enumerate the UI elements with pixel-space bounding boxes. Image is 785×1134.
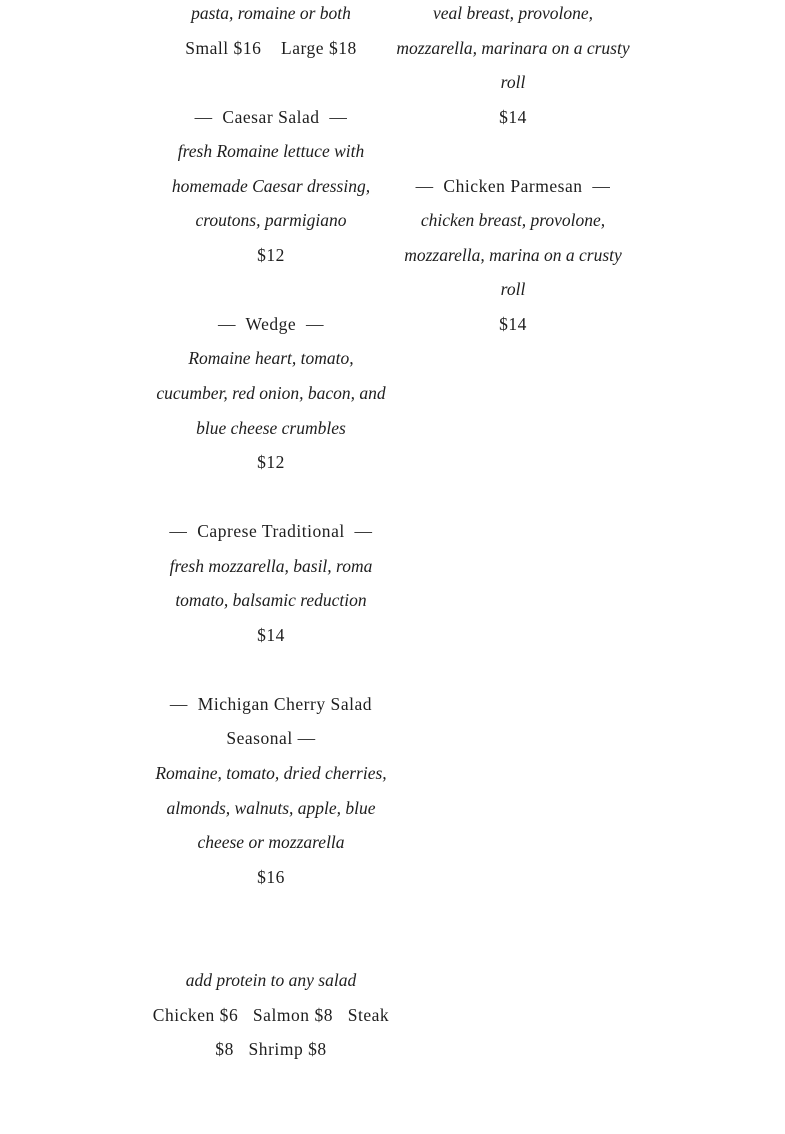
menu-line-description: fresh mozzarella, basil, roma — [169, 555, 373, 576]
menu-line-description: mozzarella, marina on a crusty — [404, 244, 622, 265]
menu-line-price: $14 — [257, 624, 285, 645]
menu-line-price: $12 — [257, 244, 285, 265]
menu-line-description: croutons, parmigiano — [195, 210, 347, 231]
menu-right-column — [392, 0, 634, 1067]
menu-line-price: $16 — [257, 866, 285, 887]
menu-line-description: add protein to any salad — [185, 970, 357, 991]
menu-line-item-name: — Caprese Traditional — — [169, 521, 373, 542]
menu-item-chicken-parmesan — [392, 169, 634, 342]
menu-line-price: $8 Shrimp $8 — [215, 1039, 327, 1060]
menu-line-item-name: — Chicken Parmesan — — [415, 175, 611, 196]
menu-line-description: mozzarella, marinara on a crusty — [396, 37, 630, 58]
menu-line-item-name: Seasonal — — [226, 728, 316, 749]
menu-item-caesar-salad — [150, 100, 392, 273]
spacer-line — [150, 272, 392, 307]
menu-line-price: Small $16 Large $18 — [185, 37, 357, 58]
menu-line-description: fresh Romaine lettuce with — [177, 141, 365, 162]
menu-line-description: roll — [500, 72, 526, 93]
spacer-line — [392, 134, 634, 169]
menu-line-description: Romaine heart, tomato, — [188, 348, 354, 369]
menu-item-add-protein-note — [150, 963, 392, 1067]
menu-line-description: pasta, romaine or both — [191, 3, 351, 23]
menu-line-price: $14 — [499, 106, 527, 127]
menu-line-description: cucumber, red onion, bacon, and — [156, 383, 386, 404]
menu-line-item-name: — Caesar Salad — — [194, 106, 348, 127]
menu-line-description: roll — [500, 279, 526, 300]
spacer-line — [150, 894, 392, 929]
menu-line-description: tomato, balsamic reduction — [175, 590, 367, 611]
menu-line-price: Chicken $6 Salmon $8 Steak — [152, 1004, 390, 1025]
spacer-line — [150, 652, 392, 687]
menu-line-item-name: — Wedge — — [217, 313, 325, 334]
spacer-line — [150, 65, 392, 100]
menu-line-description: almonds, walnuts, apple, blue — [166, 797, 376, 818]
spacer-line — [150, 480, 392, 515]
menu-line-description: Romaine, tomato, dried cherries, — [155, 763, 387, 784]
menu-line-price: $14 — [499, 313, 527, 334]
menu-line-price: $12 — [257, 452, 285, 473]
menu-item-wedge — [150, 307, 392, 480]
menu-columns — [150, 0, 634, 1067]
spacer-line — [150, 929, 392, 964]
menu-left-column — [150, 0, 392, 1067]
menu-line-item-name: — Michigan Cherry Salad — [169, 693, 373, 714]
menu-item-salad-intro-tail — [150, 0, 392, 65]
menu-item-michigan-cherry-salad-seasonal — [150, 687, 392, 894]
menu-line-description: blue cheese crumbles — [196, 417, 346, 438]
menu-line-description: homemade Caesar dressing, — [171, 175, 371, 196]
menu-line-description: chicken breast, provolone, — [420, 210, 606, 231]
menu-item-caprese-traditional — [150, 514, 392, 652]
menu-item-veal-parmesan-tail — [392, 0, 634, 134]
menu-line-description: veal breast, provolone, — [432, 3, 594, 23]
menu-line-description: cheese or mozzarella — [197, 832, 345, 853]
